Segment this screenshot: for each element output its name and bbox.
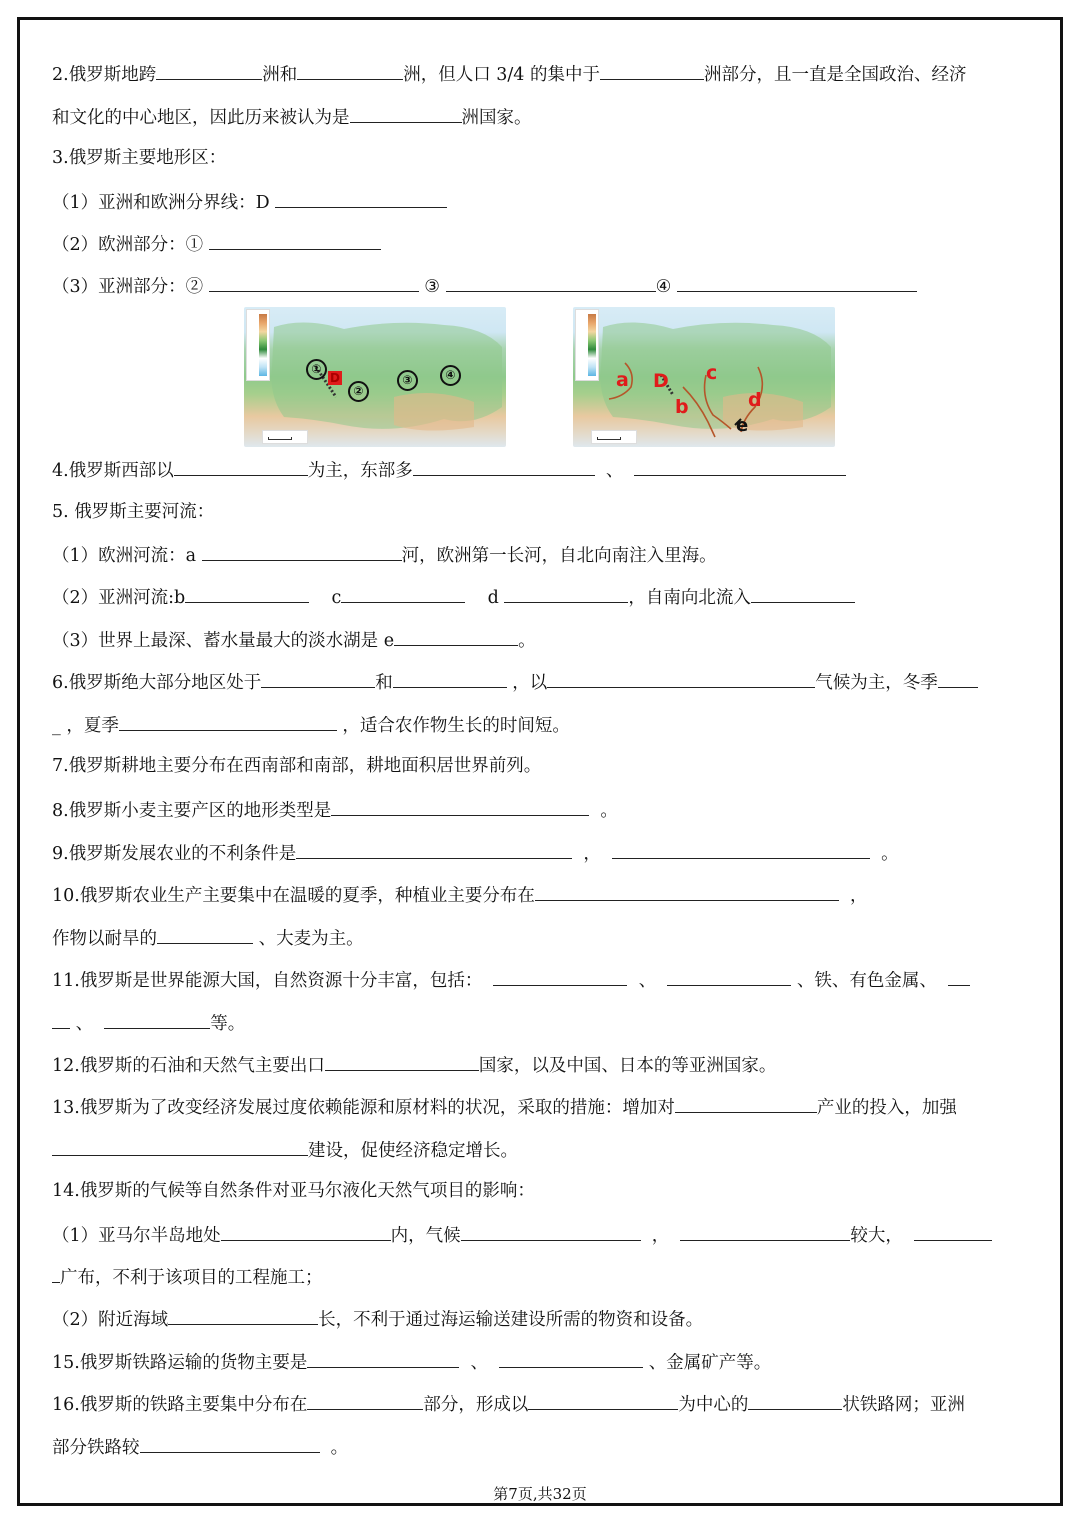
question-5-sub-2 — [52, 584, 855, 610]
answer-blank[interactable] — [168, 1306, 318, 1325]
text: ， — [651, 1226, 670, 1246]
answer-blank[interactable] — [675, 1094, 817, 1113]
question-5-title: 5. 俄罗斯主要河流： — [52, 502, 215, 522]
elevation-legend — [575, 309, 599, 381]
text: （2）欧洲部分：① — [52, 235, 204, 255]
map-label-a: a — [616, 369, 629, 391]
map-terrain — [573, 307, 835, 447]
answer-blank[interactable] — [157, 925, 253, 944]
question-3-sub-2 — [52, 231, 381, 257]
question-2-line-2 — [52, 104, 532, 130]
text: （2）亚洲河流:b — [52, 588, 186, 608]
map-label-d-boundary: D — [653, 370, 669, 392]
russia-landform-map — [244, 307, 506, 447]
text: 部分铁路较 — [52, 1438, 140, 1458]
text: 。 — [518, 631, 536, 651]
question-14-title: 14.俄罗斯的气候等自然条件对亚马尔液化天然气项目的影响： — [52, 1181, 535, 1201]
answer-blank[interactable] — [680, 1222, 850, 1241]
text: 和文化的中心地区，因此历来被认为是 — [52, 108, 350, 128]
question-3-sub-1 — [52, 189, 447, 215]
russia-river-map — [573, 307, 835, 447]
text: 2.俄罗斯地跨 — [52, 65, 157, 85]
answer-blank[interactable] — [634, 457, 846, 476]
answer-blank[interactable] — [307, 1391, 423, 1410]
answer-blank[interactable] — [612, 840, 870, 859]
text: 建设，促使经济稳定增长。 — [308, 1141, 518, 1161]
answer-blank[interactable] — [119, 712, 337, 731]
answer-blank[interactable] — [350, 104, 462, 123]
answer-blank[interactable] — [677, 273, 917, 292]
text: 。 — [881, 844, 899, 864]
text: d — [487, 588, 499, 608]
text: ③ — [424, 277, 440, 297]
question-2-line-1 — [52, 61, 967, 87]
text: 、 — [75, 1014, 94, 1034]
question-14-sub-2 — [52, 1306, 703, 1332]
map-terrain — [244, 307, 506, 447]
answer-blank[interactable] — [341, 584, 465, 603]
text: 。 — [600, 801, 618, 821]
map-label-b: b — [675, 396, 689, 418]
text: （3）亚洲部分：② — [52, 277, 204, 297]
answer-blank[interactable] — [446, 273, 656, 292]
answer-blank[interactable] — [202, 542, 402, 561]
text: 8.俄罗斯小麦主要产区的地形类型是 — [52, 801, 332, 821]
text: 13.俄罗斯为了改变经济发展过度依赖能源和原材料的状况，采取的措施：增加对 — [52, 1098, 675, 1118]
answer-blank[interactable] — [667, 967, 791, 986]
map-label-4: ④ — [440, 365, 461, 386]
answer-blank[interactable] — [297, 61, 403, 80]
answer-blank[interactable] — [535, 882, 839, 901]
map-scale — [262, 430, 308, 444]
text: 、 — [638, 971, 657, 991]
text: （2）附近海域 — [52, 1310, 169, 1330]
answer-blank[interactable] — [296, 840, 572, 859]
text: （1）欧洲河流：a — [52, 546, 197, 566]
question-5-sub-1 — [52, 542, 717, 568]
text: 15.俄罗斯铁路运输的货物主要是 — [52, 1353, 308, 1373]
answer-blank[interactable] — [325, 1052, 479, 1071]
text: 10.俄罗斯农业生产主要集中在温暖的夏季，种植业主要分布在 — [52, 886, 535, 906]
text: 为中心的 — [678, 1395, 749, 1415]
question-11-line-2 — [52, 1010, 245, 1036]
text: c — [331, 588, 342, 608]
answer-blank[interactable] — [413, 457, 595, 476]
question-11-line-1 — [52, 967, 970, 993]
question-10-line-1 — [52, 882, 867, 908]
text: 较大， — [850, 1226, 903, 1246]
answer-blank[interactable] — [499, 1349, 643, 1368]
answer-blank[interactable] — [209, 273, 419, 292]
text: 11.俄罗斯是世界能源大国，自然资源十分丰富，包括： — [52, 971, 483, 991]
question-3-title: 3.俄罗斯主要地形区： — [52, 148, 227, 168]
map-label-1: ① — [306, 359, 327, 380]
text: ， — [583, 844, 601, 864]
answer-blank[interactable] — [209, 231, 381, 250]
answer-blank[interactable] — [528, 1391, 678, 1410]
answer-blank[interactable] — [394, 627, 518, 646]
map-label-3: ③ — [397, 370, 418, 391]
text: 产业的投入，加强 — [816, 1098, 957, 1118]
answer-blank[interactable] — [52, 1264, 60, 1283]
answer-blank[interactable] — [938, 669, 978, 688]
text: 6.俄罗斯绝大部分地区处于 — [52, 673, 262, 693]
question-6-line-1 — [52, 669, 978, 695]
question-9 — [52, 840, 899, 866]
text: 12.俄罗斯的石油和天然气主要出口 — [52, 1056, 325, 1076]
text: 为主，东部多 — [307, 461, 413, 481]
answer-blank[interactable] — [52, 1137, 308, 1156]
text: ， — [849, 886, 868, 906]
text: 、铁、有色金属、 — [796, 971, 937, 991]
answer-blank[interactable] — [221, 1222, 391, 1241]
question-16-line-2 — [52, 1434, 348, 1460]
question-13-line-1 — [52, 1094, 957, 1120]
answer-blank[interactable] — [948, 967, 970, 986]
text: ，自南向北流入 — [628, 588, 751, 608]
answer-blank[interactable] — [461, 1222, 641, 1241]
text: 、 — [470, 1353, 488, 1373]
answer-blank[interactable] — [393, 669, 507, 688]
text: （1）亚洲和欧洲分界线：D — [52, 193, 270, 213]
text: 状铁路网；亚洲 — [842, 1395, 965, 1415]
text: 等。 — [210, 1014, 246, 1034]
text: ，适合农作物生长的时间短。 — [342, 716, 570, 736]
question-5-sub-3 — [52, 627, 536, 653]
text: ，以 — [512, 673, 548, 693]
text: 、 — [605, 461, 624, 481]
answer-blank[interactable] — [275, 189, 447, 208]
answer-blank[interactable] — [104, 1010, 210, 1029]
text: （1）亚马尔半岛地处 — [52, 1226, 221, 1246]
answer-blank[interactable] — [547, 669, 815, 688]
answer-blank[interactable] — [307, 1349, 459, 1368]
answer-blank[interactable] — [174, 457, 308, 476]
text: 、金属矿产等。 — [648, 1353, 772, 1373]
answer-blank[interactable] — [185, 584, 309, 603]
text: 国家，以及中国、日本的等亚洲国家。 — [478, 1056, 777, 1076]
question-4 — [52, 457, 846, 483]
map-label-e: e — [736, 415, 749, 436]
text: 9.俄罗斯发展农业的不利条件是 — [52, 844, 297, 864]
page-number-footer: 第7页,共32页 — [493, 1485, 587, 1503]
question-10-line-2 — [52, 925, 364, 951]
text: 洲，但人口 3/4 的集中于 — [403, 65, 600, 85]
elevation-legend — [246, 309, 270, 381]
map-label-d: D — [328, 371, 342, 385]
text: 。 — [330, 1438, 349, 1458]
text: ④ — [655, 277, 672, 297]
text: 4.俄罗斯西部以 — [52, 461, 174, 481]
question-7: 7.俄罗斯耕地主要分布在西南部和南部，耕地面积居世界前列。 — [52, 756, 542, 776]
text: （3）世界上最深、蓄水量最大的淡水湖是 e — [52, 631, 395, 651]
answer-blank[interactable] — [748, 1391, 842, 1410]
answer-blank[interactable] — [493, 967, 627, 986]
text: 内，气候 — [390, 1226, 461, 1246]
question-3-sub-3 — [52, 273, 917, 299]
question-14-sub-1 — [52, 1222, 992, 1248]
text: 长，不利于通过海运输送建设所需的物资和设备。 — [318, 1310, 704, 1330]
map-scale — [591, 430, 637, 444]
question-6-line-2 — [52, 712, 570, 738]
answer-blank[interactable] — [261, 669, 375, 688]
text: 作物以耐旱的 — [52, 929, 157, 949]
answer-blank[interactable] — [751, 584, 855, 603]
answer-blank[interactable] — [140, 1434, 320, 1453]
answer-blank[interactable] — [914, 1222, 992, 1241]
answer-blank[interactable] — [504, 584, 628, 603]
text: 气候为主，冬季 — [815, 673, 938, 693]
text: 洲国家。 — [461, 108, 532, 128]
map-label-c: c — [706, 362, 718, 384]
text: 、大麦为主。 — [258, 929, 364, 949]
map-label-d: d — [748, 389, 762, 411]
text: 洲和 — [262, 65, 298, 85]
question-8 — [52, 797, 618, 823]
question-14-sub-1-cont — [52, 1264, 323, 1290]
text: 广布，不利于该项目的工程施工； — [60, 1268, 323, 1288]
text: 河，欧洲第一长河，自北向南注入里海。 — [401, 546, 717, 566]
map-label-2: ② — [348, 381, 369, 402]
text: 和 — [375, 673, 393, 693]
text: 洲部分，且一直是全国政治、经济 — [704, 65, 967, 85]
text: 16.俄罗斯的铁路主要集中分布在 — [52, 1395, 308, 1415]
text: _ ，夏季 — [52, 716, 119, 736]
question-13-line-2 — [52, 1137, 518, 1163]
answer-blank[interactable] — [52, 1010, 70, 1029]
question-12 — [52, 1052, 776, 1078]
answer-blank[interactable] — [156, 61, 262, 80]
answer-blank[interactable] — [600, 61, 704, 80]
question-15 — [52, 1349, 771, 1375]
text: 部分，形成以 — [423, 1395, 529, 1415]
answer-blank[interactable] — [331, 797, 589, 816]
question-16-line-1 — [52, 1391, 965, 1417]
